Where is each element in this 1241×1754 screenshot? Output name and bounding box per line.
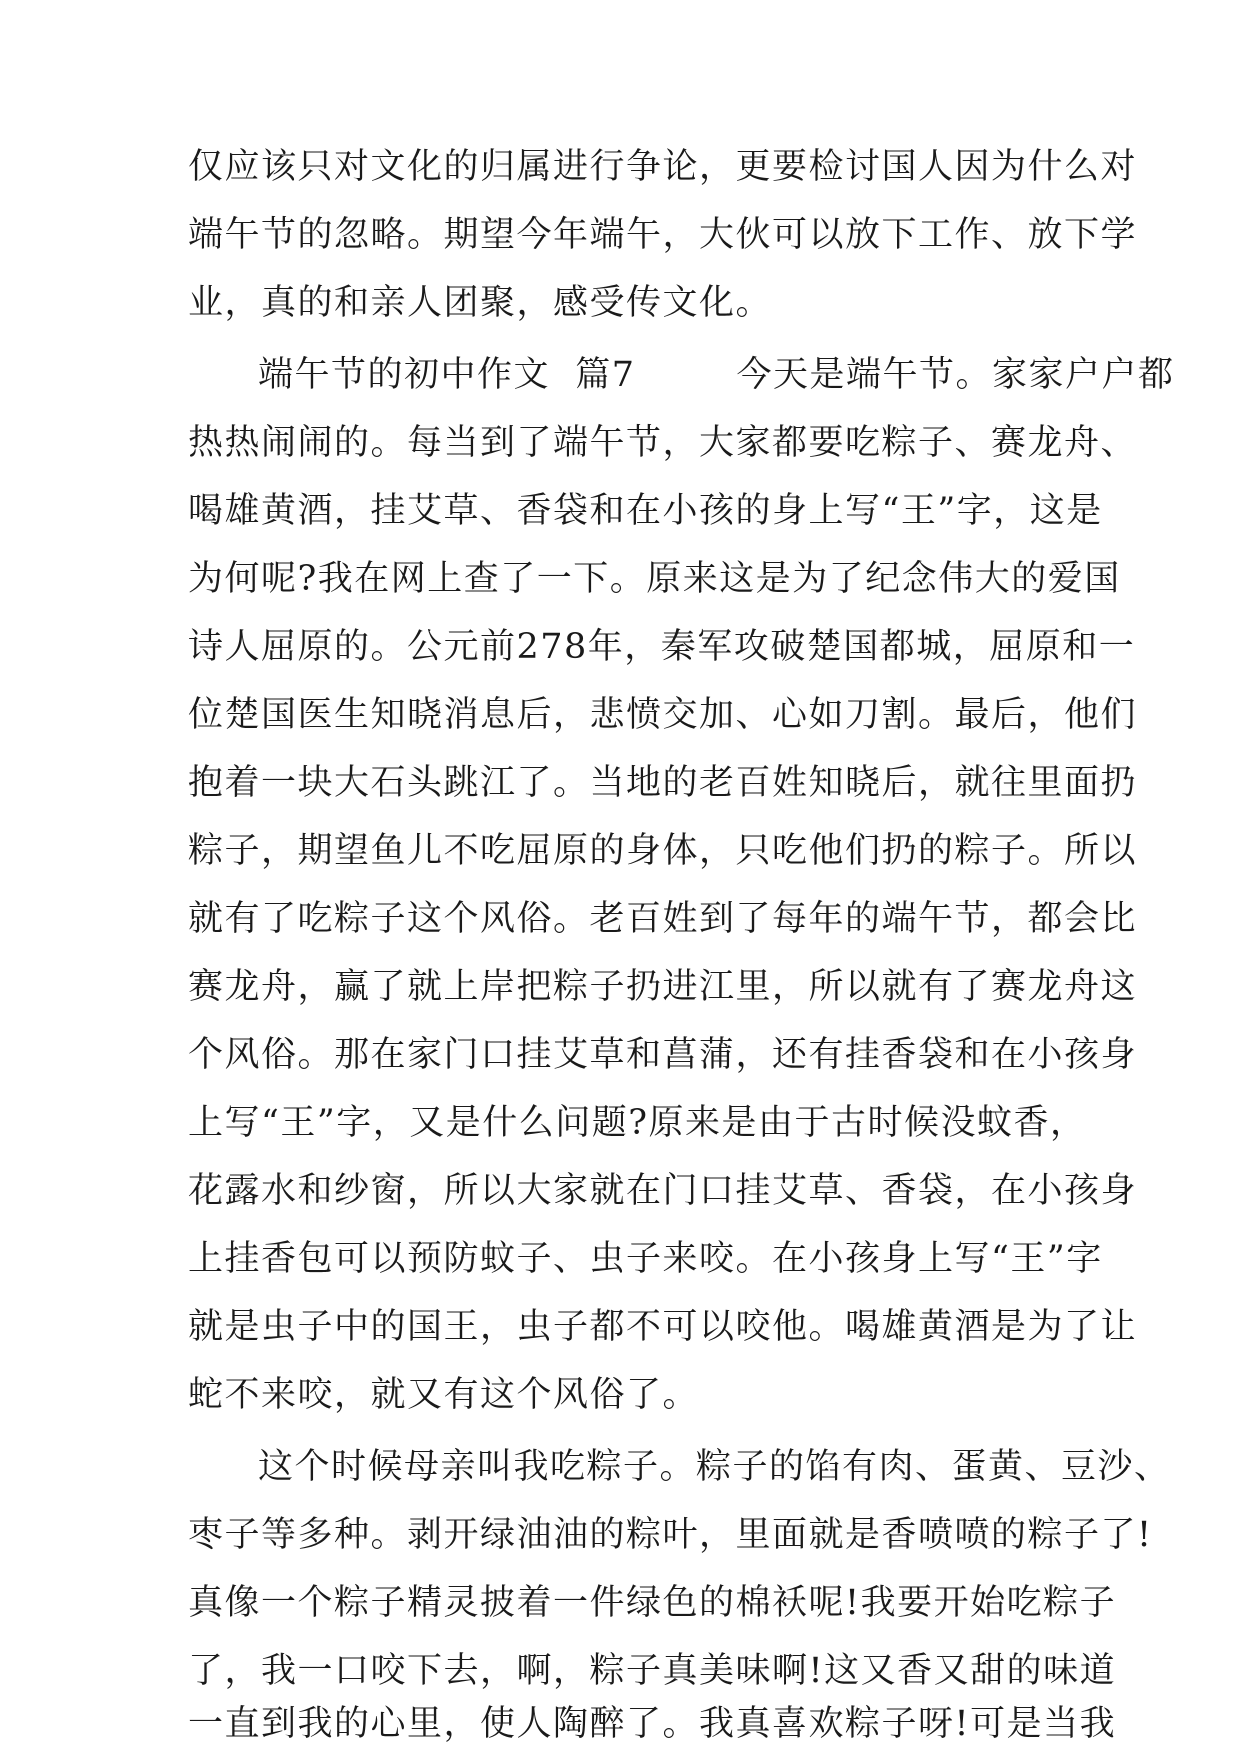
paragraph-2-line-16: 蛇不来咬，就又有这个风俗了。 xyxy=(188,1375,700,1415)
paragraph-2-line-9: 就有了吃粽子这个风俗。老百姓到了每年的端午节，都会比 xyxy=(188,899,1138,939)
paragraph-2-line-1: 端午节的初中作文 篇7 今天是端午节。家家户户都 xyxy=(258,355,1175,395)
paragraph-3-line-3: 真像一个粽子精灵披着一件绿色的棉袄呢!我要开始吃粽子 xyxy=(188,1583,1117,1623)
paragraph-2-line-7: 抱着一块大石头跳江了。当地的老百姓知晓后，就往里面扔 xyxy=(188,763,1138,803)
paragraph-3-line-5: 一直到我的心里，使人陶醉了。我真喜欢粽子呀!可是当我 xyxy=(188,1704,1117,1744)
paragraph-2-line-11: 个风俗。那在家门口挂艾草和菖蒲，还有挂香袋和在小孩身 xyxy=(188,1035,1138,1075)
paragraph-2-line-3: 喝雄黄酒，挂艾草、香袋和在小孩的身上写“王”字，这是 xyxy=(188,491,1103,531)
paragraph-1-line-2: 端午节的忽略。期望今年端午，大伙可以放下工作、放下学 xyxy=(188,215,1138,255)
paragraph-2-line-4: 为何呢?我在网上查了一下。原来这是为了纪念伟大的爱国 xyxy=(188,559,1121,599)
paragraph-1-line-3: 业，真的和亲人团聚，感受传文化。 xyxy=(188,283,773,323)
paragraph-2-line-15: 就是虫子中的国王，虫子都不可以咬他。喝雄黄酒是为了让 xyxy=(188,1307,1138,1347)
paragraph-2-line-8: 粽子，期望鱼儿不吃屈原的身体，只吃他们扔的粽子。所以 xyxy=(188,831,1138,871)
paragraph-2-line-2: 热热闹闹的。每当到了端午节，大家都要吃粽子、赛龙舟、 xyxy=(188,423,1138,463)
paragraph-2-line-13: 花露水和纱窗，所以大家就在门口挂艾草、香袋，在小孩身 xyxy=(188,1171,1138,1211)
paragraph-3-line-4: 了，我一口咬下去，啊，粽子真美味啊!这又香又甜的味道 xyxy=(188,1651,1117,1691)
paragraph-3-line-2: 枣子等多种。剥开绿油油的粽叶，里面就是香喷喷的粽子了! xyxy=(188,1515,1153,1555)
paragraph-2-line-10: 赛龙舟，赢了就上岸把粽子扔进江里，所以就有了赛龙舟这 xyxy=(188,967,1138,1007)
paragraph-2-line-12: 上写“王”字，又是什么问题?原来是由于古时候没蚊香， xyxy=(188,1103,1087,1143)
paragraph-2-line-6: 位楚国医生知晓消息后，悲愤交加、心如刀割。最后，他们 xyxy=(188,695,1138,735)
paragraph-2-line-5: 诗人屈原的。公元前278年，秦军攻破楚国都城，屈原和一 xyxy=(188,627,1136,667)
paragraph-1-line-1: 仅应该只对文化的归属进行争论，更要检讨国人因为什么对 xyxy=(188,147,1138,187)
paragraph-2-line-14: 上挂香包可以预防蚊子、虫子来咬。在小孩身上写“王”字 xyxy=(188,1239,1103,1279)
paragraph-3-line-1: 这个时候母亲叫我吃粽子。粽子的馅有肉、蛋黄、豆沙、 xyxy=(258,1447,1171,1487)
